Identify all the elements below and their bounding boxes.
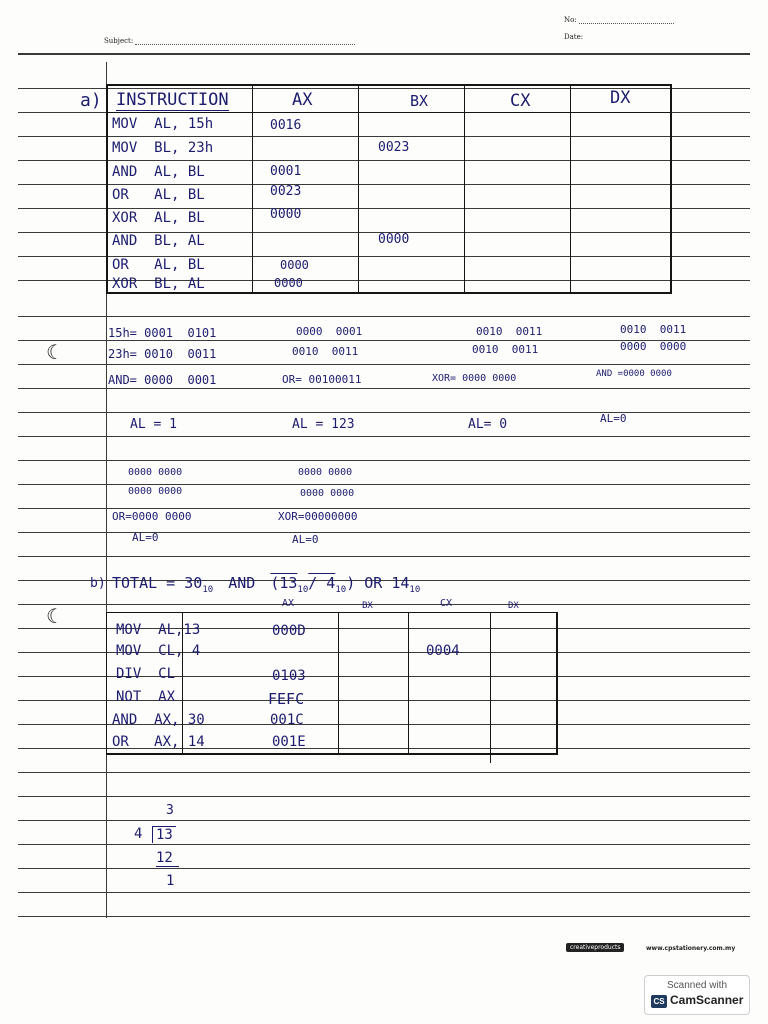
table-row-instruction: XOR AL, BL [112,210,205,226]
equation-subscript: 10 [297,585,309,595]
table-row-instruction: MOV AL,13 [116,622,201,638]
equation-total: TOTAL = 30 [112,574,203,592]
table-cell-ax: 0000 [274,276,303,290]
result-al: AL = 123 [292,417,355,432]
brand-logo: creativeproducts [566,943,624,952]
col-divider [252,86,253,292]
ruled-line [18,364,750,365]
table-cell-cx: 0004 [426,643,460,659]
table-cell-bx: 0023 [378,140,410,155]
camscanner-logo-icon: CS [651,995,667,1008]
binder-hole-mark: ☾ [46,340,64,364]
column-header-instruction: INSTRUCTION [116,90,229,110]
work-line: XOR= 0000 0000 [432,373,517,384]
part-a-label: a) [80,90,102,111]
result-al: AL = 1 [130,417,177,432]
ruled-line [18,508,750,509]
work-line: 0000 0000 [128,467,183,478]
subject-field [104,37,355,45]
table-cell-ax: 0001 [270,164,302,179]
work-line: 23h= 0010 0011 [108,347,217,361]
table-row-instruction: AND AL, BL [112,164,205,180]
ruled-line [18,796,750,797]
work-line: 0010 0011 [472,343,539,356]
work-line: XOR=00000000 [278,510,358,523]
ruled-line [18,532,750,533]
ruled-line [18,820,750,821]
table-cell-ax: 000D [272,623,306,639]
col-divider [490,613,491,763]
no-label: No: [564,16,577,24]
ruled-line [18,388,750,389]
table-row-instruction: DIV CL [116,666,176,682]
part-b-equation [112,574,420,595]
column-header-cx: CX [510,91,531,111]
column-header-dx: DX [508,601,519,611]
column-header-ax: AX [282,598,295,609]
work-line: 15h= 0001 0101 [108,326,217,340]
table-cell-ax: 0000 [270,207,302,222]
ruled-line [18,604,750,605]
ruled-line [18,556,750,557]
column-header-ax: AX [292,90,313,110]
column-header-dx: DX [610,88,631,108]
table-row-instruction: MOV CL, 4 [116,643,201,659]
division-divisor: 4 [134,826,143,842]
col-divider [338,613,339,753]
table-row-instruction: AND AX, 30 [112,712,205,728]
equation-subscript: 10 [409,585,421,595]
column-header-bx: BX [362,601,373,611]
work-line: AND =0000 0000 [596,369,672,379]
work-line: 0010 0011 [476,325,543,338]
column-header-bx: BX [410,92,429,110]
col-divider [408,613,409,753]
table-cell-ax: 0000 [280,258,309,272]
binder-hole-mark: ☾ [46,604,64,628]
equation-subscript: 10 [335,585,347,595]
ruled-line [18,316,750,317]
equation-paren: (13 [270,574,298,592]
table-cell-bx: 0000 [378,232,410,247]
table-cell-ax: 001C [270,712,304,728]
division-product: 12 [156,850,179,867]
work-line: AND= 0000 0001 [108,373,217,387]
column-header-cx: CX [440,598,453,609]
equation-or: ) OR 14 [346,574,410,592]
scanned-with-text: Scanned with [666,980,728,991]
work-line: 0000 0000 [298,467,353,478]
work-line: 0000 0000 [620,340,687,353]
ruled-line [18,53,750,55]
col-divider [570,86,571,292]
result-al: AL=0 [600,412,627,425]
work-line: 0000 0001 [296,325,363,338]
division-remainder: 1 [166,873,175,889]
table-cell-ax: 001E [272,734,306,750]
work-line: 0000 0000 [300,488,355,499]
work-line: OR= 00100011 [282,373,362,386]
table-row-instruction: OR AL, BL [112,187,205,203]
result-al: AL= 0 [468,417,508,432]
equation-divide: / 4 [308,574,336,592]
date-label: Date: [564,33,584,41]
brand-url: www.cpstationery.com.my [646,945,736,952]
work-line: 0010 0011 [620,323,687,336]
work-line: AL=0 [132,531,159,544]
ruled-line [18,892,750,893]
ruled-line [18,460,750,461]
work-line: 0000 0000 [128,486,183,497]
division-dividend: 13 [152,826,176,843]
table-cell-ax: FEFC [268,690,305,708]
header-divider [108,112,670,113]
ruled-line [18,436,750,437]
work-line: 0010 0011 [292,345,359,358]
part-b-label: b) [90,576,106,591]
table-cell-ax: 0103 [272,668,306,684]
table-row-instruction: OR AX, 14 [112,734,205,750]
camscanner-badge [644,975,750,1015]
table-row-instruction: MOV AL, 15h [112,116,214,132]
col-divider [358,86,359,292]
ruled-line [18,484,750,485]
table-row-instruction: AND BL, AL [112,233,205,249]
work-line: AL=0 [292,533,319,546]
equation-and: AND [228,574,256,592]
table-row-instruction: OR AL, BL [112,257,205,273]
subject-dotted-line [135,44,355,45]
ruled-line [18,772,750,773]
subject-label: Subject: [104,37,134,45]
col-divider [464,86,465,292]
division-quotient: 3 [166,803,174,818]
no-field [564,16,674,24]
table-row-instruction: XOR BL, AL [112,276,205,292]
ruled-line [18,844,750,845]
col-divider [106,613,107,753]
table-row-instruction: MOV BL, 23h [112,140,214,156]
ruled-line [18,868,750,869]
table-cell-ax: 0023 [270,184,302,199]
date-field [564,33,583,41]
no-dotted-line [579,23,674,24]
camscanner-name: CamScanner [670,993,744,1007]
equation-subscript: 10 [202,585,214,595]
ruled-line [18,412,750,413]
ruled-line [18,916,750,917]
table-cell-ax: 0016 [270,118,302,133]
work-line: OR=0000 0000 [112,510,192,523]
table-row-instruction: NOT AX [116,689,176,705]
